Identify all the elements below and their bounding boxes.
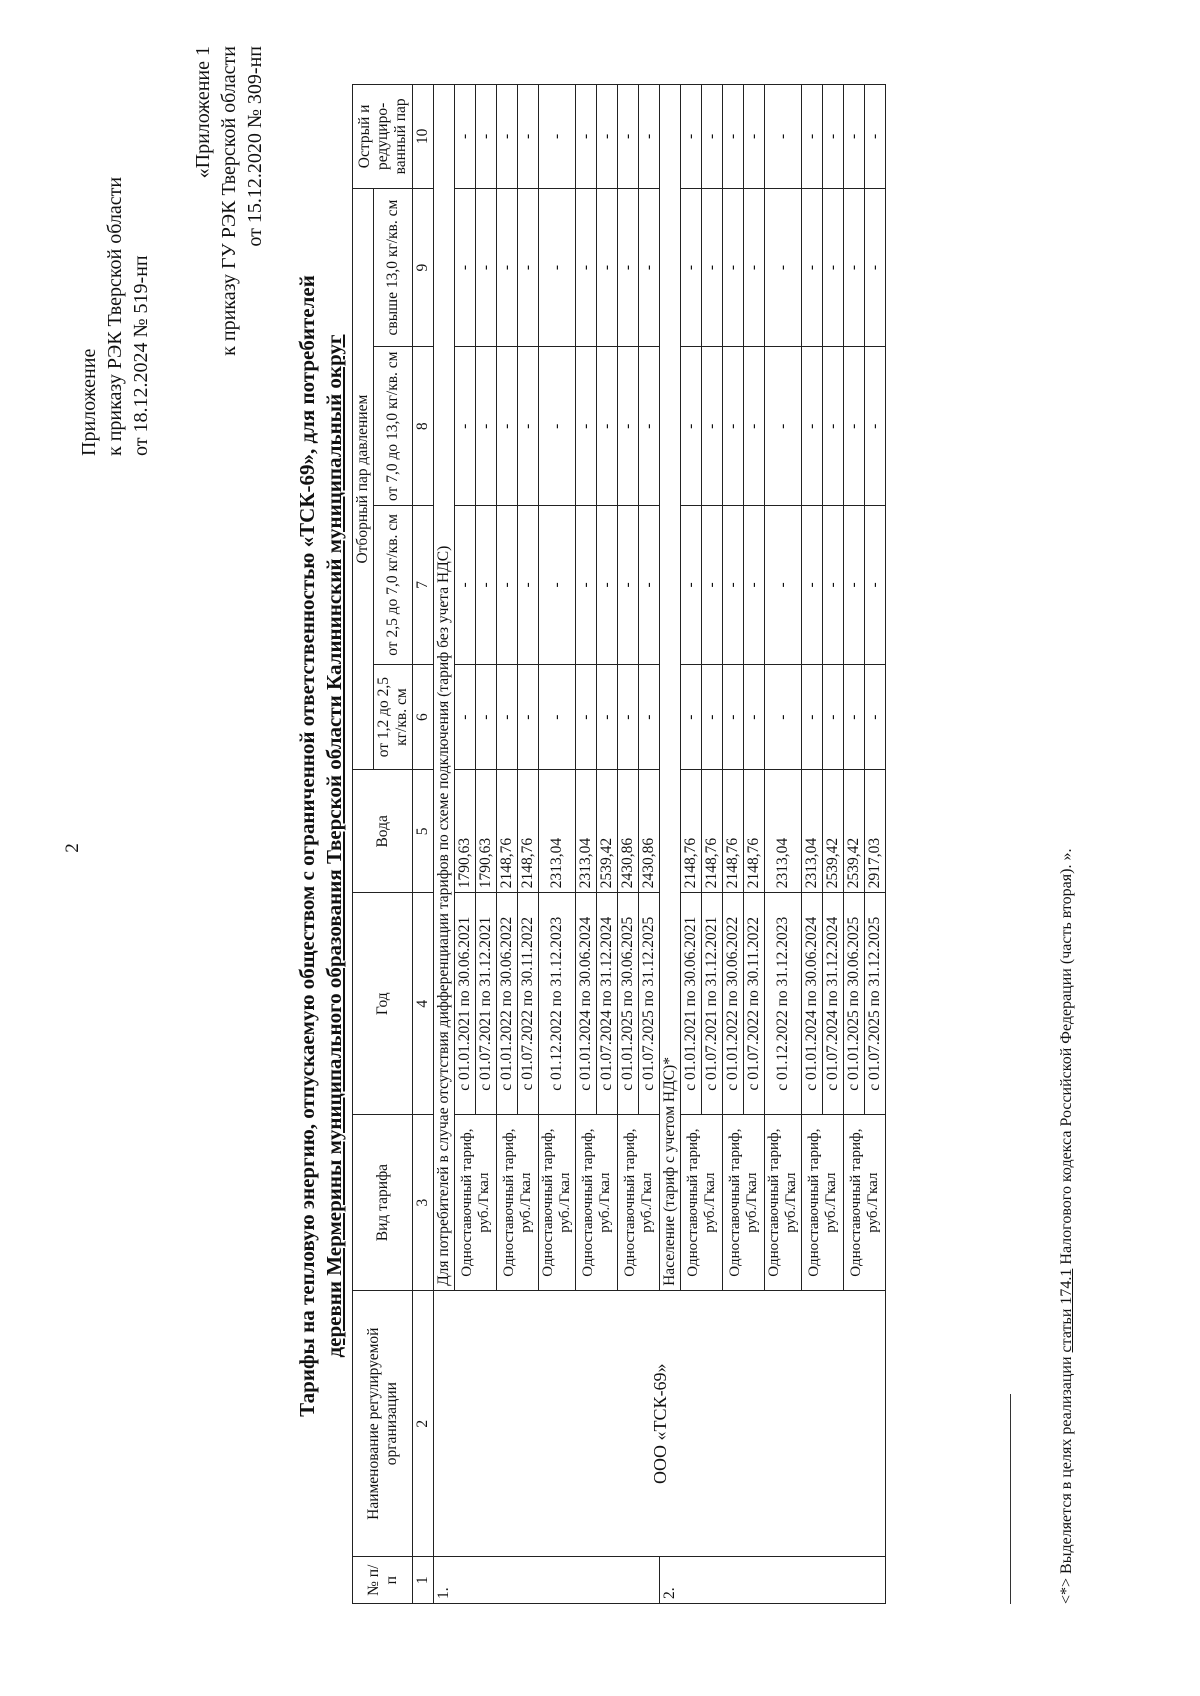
column-index-cell: 8 bbox=[413, 347, 434, 506]
empty-tariff-cell: - bbox=[618, 347, 639, 506]
section-number: 2. bbox=[660, 1557, 886, 1604]
empty-tariff-cell: - bbox=[518, 664, 539, 770]
empty-tariff-cell: - bbox=[823, 506, 844, 665]
appendix-header bbox=[76, 26, 154, 456]
empty-tariff-cell: - bbox=[865, 188, 886, 347]
header-num: № п/ п bbox=[353, 1557, 413, 1604]
title-line: Тарифы на тепловую энергию, отпускаемую обществом с ограниченной ответственностью «ТСК-69», для потребителей bbox=[295, 275, 319, 1417]
empty-tariff-cell: - bbox=[865, 347, 886, 506]
empty-tariff-cell: - bbox=[744, 85, 765, 189]
empty-tariff-cell: - bbox=[802, 188, 823, 347]
period-cell: с 01.07.2021 по 31.12.2021 bbox=[476, 893, 497, 1115]
period-cell: с 01.01.2024 по 30.06.2024 bbox=[802, 893, 823, 1115]
empty-tariff-cell: - bbox=[765, 347, 802, 506]
empty-tariff-cell: - bbox=[844, 347, 865, 506]
empty-tariff-cell: - bbox=[802, 85, 823, 189]
empty-tariff-cell: - bbox=[576, 85, 597, 189]
footnote-rule bbox=[1010, 1394, 1011, 1604]
empty-tariff-cell: - bbox=[844, 188, 865, 347]
empty-tariff-cell: - bbox=[681, 664, 702, 770]
water-tariff-cell: 2148,76 bbox=[518, 770, 539, 893]
period-cell: с 01.07.2025 по 31.12.2025 bbox=[865, 893, 886, 1115]
section-label: Для потребителей в случае отсутствия дифференциации тарифов по схеме подключения (тариф без учета НДС) bbox=[434, 85, 455, 1291]
period-cell: с 01.01.2021 по 30.06.2021 bbox=[455, 893, 476, 1115]
empty-tariff-cell: - bbox=[597, 664, 618, 770]
water-tariff-cell: 2313,04 bbox=[539, 770, 576, 893]
empty-tariff-cell: - bbox=[518, 506, 539, 665]
period-cell: с 01.07.2025 по 31.12.2025 bbox=[639, 893, 660, 1115]
tariff-type: Одноставочный тариф, руб./Гкал bbox=[497, 1115, 539, 1291]
header-steam-group: Отборный пар давлением bbox=[353, 188, 374, 770]
empty-tariff-cell: - bbox=[639, 664, 660, 770]
empty-tariff-cell: - bbox=[702, 664, 723, 770]
empty-tariff-cell: - bbox=[576, 347, 597, 506]
tariff-type: Одноставочный тариф, руб./Гкал bbox=[455, 1115, 497, 1291]
empty-tariff-cell: - bbox=[639, 188, 660, 347]
water-tariff-cell: 2917,03 bbox=[865, 770, 886, 893]
empty-tariff-cell: - bbox=[518, 188, 539, 347]
empty-tariff-cell: - bbox=[497, 506, 518, 665]
empty-tariff-cell: - bbox=[865, 85, 886, 189]
water-tariff-cell: 2313,04 bbox=[765, 770, 802, 893]
period-cell: с 01.07.2021 по 31.12.2021 bbox=[702, 893, 723, 1115]
period-cell: с 01.01.2022 по 30.06.2022 bbox=[723, 893, 744, 1115]
section-number: 1. bbox=[434, 1557, 660, 1604]
period-cell: с 01.07.2024 по 31.12.2024 bbox=[823, 893, 844, 1115]
empty-tariff-cell: - bbox=[597, 347, 618, 506]
empty-tariff-cell: - bbox=[865, 506, 886, 665]
empty-tariff-cell: - bbox=[865, 664, 886, 770]
empty-tariff-cell: - bbox=[476, 664, 497, 770]
empty-tariff-cell: - bbox=[539, 664, 576, 770]
empty-tariff-cell: - bbox=[723, 85, 744, 189]
appendix-line: к приказу РЭК Тверской области bbox=[104, 176, 126, 456]
empty-tariff-cell: - bbox=[476, 506, 497, 665]
appendix-line: от 15.12.2020 № 309-нп bbox=[244, 46, 266, 247]
empty-tariff-cell: - bbox=[576, 506, 597, 665]
empty-tariff-cell: - bbox=[455, 506, 476, 665]
tariff-table bbox=[352, 84, 886, 1604]
empty-tariff-cell: - bbox=[497, 188, 518, 347]
tariff-type: Одноставочный тариф, руб./Гкал bbox=[618, 1115, 660, 1291]
empty-tariff-cell: - bbox=[539, 188, 576, 347]
empty-tariff-cell: - bbox=[597, 85, 618, 189]
period-cell: с 01.01.2025 по 30.06.2025 bbox=[844, 893, 865, 1115]
empty-tariff-cell: - bbox=[765, 664, 802, 770]
empty-tariff-cell: - bbox=[702, 506, 723, 665]
empty-tariff-cell: - bbox=[497, 85, 518, 189]
period-cell: с 01.07.2022 по 30.11.2022 bbox=[744, 893, 765, 1115]
column-index-cell: 6 bbox=[413, 664, 434, 770]
empty-tariff-cell: - bbox=[681, 347, 702, 506]
empty-tariff-cell: - bbox=[539, 506, 576, 665]
period-cell: с 01.07.2022 по 30.11.2022 bbox=[518, 893, 539, 1115]
column-index-cell: 5 bbox=[413, 770, 434, 893]
appendix-line: Приложение bbox=[78, 348, 100, 456]
header-water: Вода bbox=[353, 770, 413, 893]
empty-tariff-cell: - bbox=[681, 506, 702, 665]
empty-tariff-cell: - bbox=[765, 188, 802, 347]
empty-tariff-cell: - bbox=[618, 506, 639, 665]
period-cell: с 01.01.2022 по 30.06.2022 bbox=[497, 893, 518, 1115]
empty-tariff-cell: - bbox=[639, 506, 660, 665]
empty-tariff-cell: - bbox=[702, 188, 723, 347]
empty-tariff-cell: - bbox=[476, 85, 497, 189]
tariff-type: Одноставочный тариф, руб./Гкал bbox=[765, 1115, 802, 1291]
empty-tariff-cell: - bbox=[802, 347, 823, 506]
empty-tariff-cell: - bbox=[765, 506, 802, 665]
empty-tariff-cell: - bbox=[576, 664, 597, 770]
water-tariff-cell: 2148,76 bbox=[702, 770, 723, 893]
empty-tariff-cell: - bbox=[597, 506, 618, 665]
water-tariff-cell: 2148,76 bbox=[723, 770, 744, 893]
header-type: Вид тарифа bbox=[353, 1115, 413, 1291]
empty-tariff-cell: - bbox=[702, 85, 723, 189]
organization-name: ООО «ТСК-69» bbox=[434, 1290, 886, 1557]
empty-tariff-cell: - bbox=[597, 188, 618, 347]
empty-tariff-cell: - bbox=[823, 664, 844, 770]
empty-tariff-cell: - bbox=[802, 506, 823, 665]
water-tariff-cell: 2539,42 bbox=[597, 770, 618, 893]
footnote-prefix: <*> Выделяется в целях реализации bbox=[1058, 1356, 1075, 1604]
footnote-link[interactable]: статьи 174.1 bbox=[1058, 1268, 1075, 1353]
empty-tariff-cell: - bbox=[455, 188, 476, 347]
empty-tariff-cell: - bbox=[618, 85, 639, 189]
appendix-line: «Приложение 1 bbox=[192, 46, 214, 179]
header-steam-4: свыше 13,0 кг/кв. см bbox=[374, 188, 413, 347]
column-index-cell: 3 bbox=[413, 1115, 434, 1291]
water-tariff-cell: 1790,63 bbox=[476, 770, 497, 893]
empty-tariff-cell: - bbox=[539, 85, 576, 189]
empty-tariff-cell: - bbox=[723, 664, 744, 770]
empty-tariff-cell: - bbox=[618, 188, 639, 347]
period-cell: с 01.12.2022 по 31.12.2023 bbox=[539, 893, 576, 1115]
empty-tariff-cell: - bbox=[844, 506, 865, 665]
footnote bbox=[1058, 849, 1076, 1604]
page-number: 2 bbox=[62, 843, 83, 853]
empty-tariff-cell: - bbox=[497, 347, 518, 506]
column-index-cell: 4 bbox=[413, 893, 434, 1115]
document-title bbox=[294, 136, 348, 1556]
title-line: деревни Мермерины муниципального образования Тверской области Калининский муниципальный округ bbox=[322, 334, 346, 1358]
column-index-row bbox=[413, 85, 434, 1604]
tariff-type: Одноставочный тариф, руб./Гкал bbox=[802, 1115, 844, 1291]
empty-tariff-cell: - bbox=[455, 347, 476, 506]
water-tariff-cell: 1790,63 bbox=[455, 770, 476, 893]
tariff-type: Одноставочный тариф, руб./Гкал bbox=[723, 1115, 765, 1291]
water-tariff-cell: 2313,04 bbox=[576, 770, 597, 893]
period-cell: с 01.12.2022 по 31.12.2023 bbox=[765, 893, 802, 1115]
empty-tariff-cell: - bbox=[518, 347, 539, 506]
empty-tariff-cell: - bbox=[576, 188, 597, 347]
empty-tariff-cell: - bbox=[723, 506, 744, 665]
empty-tariff-cell: - bbox=[802, 664, 823, 770]
header-steam-3: от 7,0 до 13,0 кг/кв. см bbox=[374, 347, 413, 506]
water-tariff-cell: 2430,86 bbox=[618, 770, 639, 893]
empty-tariff-cell: - bbox=[723, 347, 744, 506]
tariff-type: Одноставочный тариф, руб./Гкал bbox=[539, 1115, 576, 1291]
empty-tariff-cell: - bbox=[765, 85, 802, 189]
header-steam-2: от 2,5 до 7,0 кг/кв. см bbox=[374, 506, 413, 665]
appendix-line: от 18.12.2024 № 519-нп bbox=[130, 255, 152, 456]
footnote-suffix: Налогового кодекса Российской Федерации (часть вторая). ». bbox=[1058, 848, 1075, 1265]
header-steam-1: от 1,2 до 2,5 кг/кв. см bbox=[374, 664, 413, 770]
water-tariff-cell: 2148,76 bbox=[744, 770, 765, 893]
header-year: Год bbox=[353, 893, 413, 1115]
period-cell: с 01.01.2021 по 30.06.2021 bbox=[681, 893, 702, 1115]
column-index-cell: 7 bbox=[413, 506, 434, 665]
empty-tariff-cell: - bbox=[823, 188, 844, 347]
tariff-type: Одноставочный тариф, руб./Гкал bbox=[844, 1115, 886, 1291]
empty-tariff-cell: - bbox=[455, 664, 476, 770]
tariff-type: Одноставочный тариф, руб./Гкал bbox=[681, 1115, 723, 1291]
column-index-cell: 1 bbox=[413, 1557, 434, 1604]
empty-tariff-cell: - bbox=[844, 85, 865, 189]
water-tariff-cell: 2539,42 bbox=[823, 770, 844, 893]
empty-tariff-cell: - bbox=[518, 85, 539, 189]
empty-tariff-cell: - bbox=[476, 188, 497, 347]
water-tariff-cell: 2430,86 bbox=[639, 770, 660, 893]
column-index-cell: 9 bbox=[413, 188, 434, 347]
empty-tariff-cell: - bbox=[639, 85, 660, 189]
empty-tariff-cell: - bbox=[844, 664, 865, 770]
empty-tariff-cell: - bbox=[702, 347, 723, 506]
empty-tariff-cell: - bbox=[455, 85, 476, 189]
empty-tariff-cell: - bbox=[476, 347, 497, 506]
empty-tariff-cell: - bbox=[823, 85, 844, 189]
empty-tariff-cell: - bbox=[639, 347, 660, 506]
empty-tariff-cell: - bbox=[744, 506, 765, 665]
section-header-row bbox=[434, 85, 455, 1604]
empty-tariff-cell: - bbox=[681, 85, 702, 189]
column-index-cell: 10 bbox=[413, 85, 434, 189]
header-org: Наименование регулируемой организации bbox=[353, 1290, 413, 1557]
water-tariff-cell: 2539,42 bbox=[844, 770, 865, 893]
water-tariff-cell: 2313,04 bbox=[802, 770, 823, 893]
period-cell: с 01.01.2024 по 30.06.2024 bbox=[576, 893, 597, 1115]
water-tariff-cell: 2148,76 bbox=[681, 770, 702, 893]
empty-tariff-cell: - bbox=[744, 188, 765, 347]
tariff-type: Одноставочный тариф, руб./Гкал bbox=[576, 1115, 618, 1291]
header-sharp-steam: Острый и редуциро-ванный пар bbox=[353, 85, 413, 189]
empty-tariff-cell: - bbox=[618, 664, 639, 770]
period-cell: с 01.01.2025 по 30.06.2025 bbox=[618, 893, 639, 1115]
section-label: Население (тариф с учетом НДС)* bbox=[660, 85, 681, 1291]
empty-tariff-cell: - bbox=[823, 347, 844, 506]
empty-tariff-cell: - bbox=[744, 664, 765, 770]
previous-appendix-header bbox=[190, 46, 268, 486]
appendix-line: к приказу ГУ РЭК Тверской области bbox=[218, 46, 240, 356]
water-tariff-cell: 2148,76 bbox=[497, 770, 518, 893]
empty-tariff-cell: - bbox=[723, 188, 744, 347]
period-cell: с 01.07.2024 по 31.12.2024 bbox=[597, 893, 618, 1115]
empty-tariff-cell: - bbox=[539, 347, 576, 506]
empty-tariff-cell: - bbox=[744, 347, 765, 506]
empty-tariff-cell: - bbox=[497, 664, 518, 770]
column-index-cell: 2 bbox=[413, 1290, 434, 1557]
empty-tariff-cell: - bbox=[681, 188, 702, 347]
